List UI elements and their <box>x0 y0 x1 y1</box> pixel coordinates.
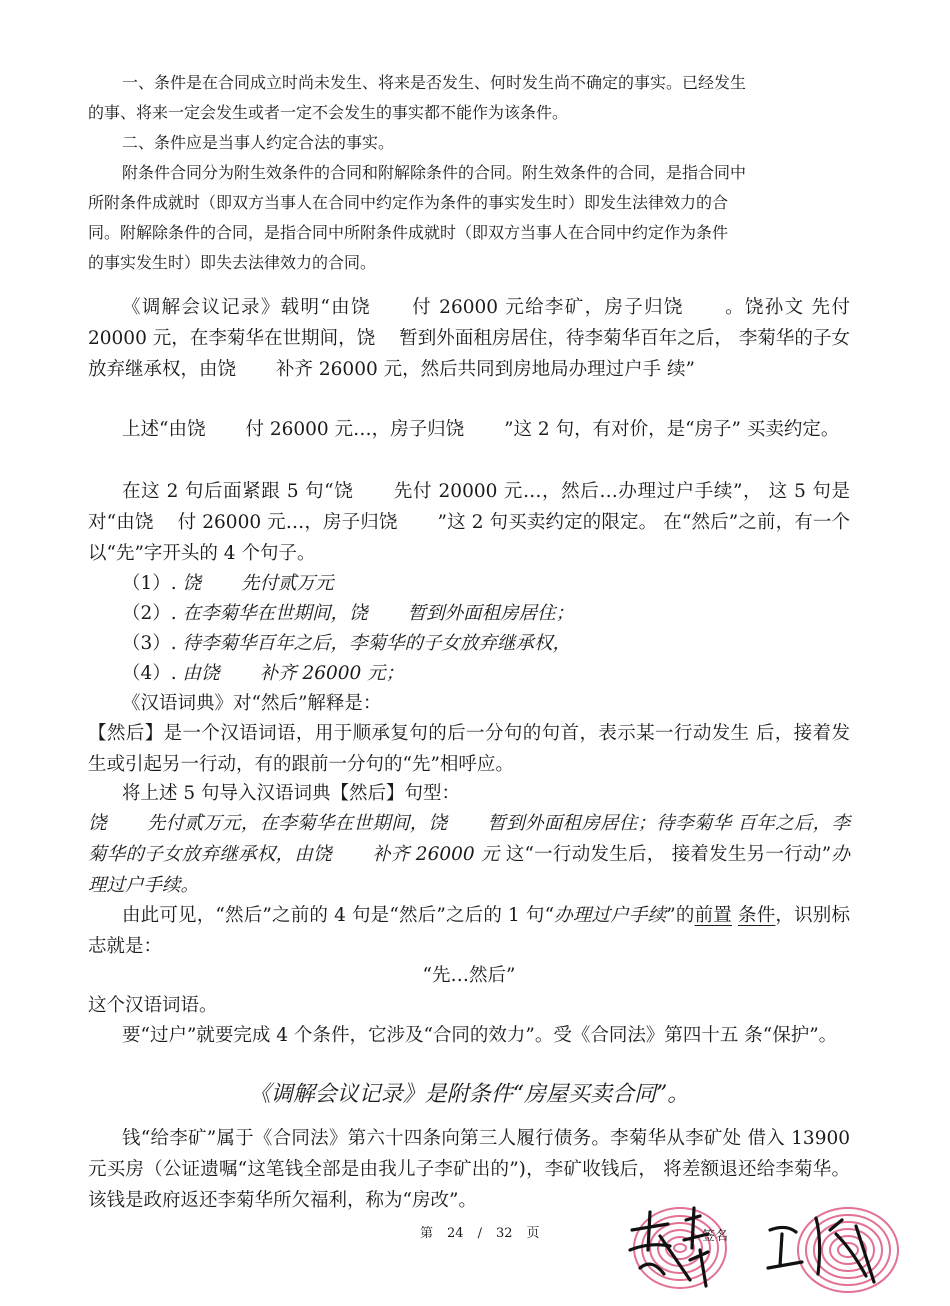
text-fragment: 补齐 26000 元，然后共同到房地局办理过户手 <box>276 359 662 380</box>
list-item <box>88 658 884 689</box>
text-fragment: 《调解会议记录》载明“由饶 <box>122 297 371 318</box>
paragraph-conditional-contract-2 <box>88 188 850 218</box>
text-fragment: 暂到外面租房居住；待李菊华 <box>487 813 732 834</box>
text-fragment: 在这 2 句后面紧跟 5 句“饶 <box>122 481 354 502</box>
text-fragment: 付 26000 元…，房子归饶 <box>245 419 465 440</box>
list-item <box>88 568 884 599</box>
paragraph-conditional-contract-3 <box>88 218 850 248</box>
text-fragment: ”这 2 句买卖约定的限定。 <box>437 512 658 533</box>
text-line: 《汉语词典》对“然后”解释是： <box>122 693 382 714</box>
text-fragment: 补齐 26000 元 <box>371 844 500 865</box>
text-fragment: 先付贰万元 <box>241 573 334 594</box>
total-page-number: 32 <box>495 1226 513 1241</box>
paragraph-conclusion <box>88 900 850 962</box>
paragraph-term <box>88 990 850 1021</box>
paragraph-conditional-contract <box>88 158 850 188</box>
text-fragment: 上述“由饶 <box>122 419 206 440</box>
text-fragment: 借入 13900 元买房（公证遗嘱“这笔钱全部是由我儿子李矿出的”)，李矿收钱后， <box>88 1128 851 1180</box>
paragraph-transfer <box>88 1020 850 1051</box>
page-footer <box>420 1225 554 1243</box>
current-page-number: 24 <box>447 1226 464 1241</box>
list-item <box>88 598 884 629</box>
text-fragment: 这“一行动发生后， <box>505 844 666 865</box>
paragraph-import <box>88 778 850 809</box>
text-fragment: ”这 2 句，有对价，是“房子” <box>504 419 741 440</box>
list-number: （4）. <box>122 663 177 684</box>
text-line: 这个汉语词语。 <box>88 995 218 1016</box>
text-fragment: 付 26000 元…，房子归饶 <box>177 512 398 533</box>
paragraph-definition <box>88 718 850 780</box>
centered-phrase <box>88 960 850 991</box>
signature-label: 签名 <box>702 1229 729 1244</box>
paragraph-five-sentences <box>88 476 850 569</box>
text-fragment: 办理过户手续 <box>554 905 667 926</box>
text-fragment: 在“然后”之前，有一个以“先”字开头的 4 个句子。 <box>88 512 850 564</box>
text-fragment: 百年之后，李菊华的子女放弃继承权，由饶 <box>88 813 850 865</box>
text-fragment: 待李菊华百年之后，李菊华的子女放弃继承权， <box>182 633 572 654</box>
section-heading: 《调解会议记录》是附条件“房屋买卖合同”。 <box>248 1082 690 1107</box>
text-fragment: ”的 <box>666 905 695 926</box>
text-line: 同。附解除条件的合同，是指合同中所附条件成就时（即双方当事人在合同中约定作为条件 <box>88 223 729 242</box>
text-fragment: 补齐 26000 元； <box>259 663 405 684</box>
list-number: （2）. <box>122 603 177 624</box>
text-fragment: 条“保护”。 <box>744 1025 838 1046</box>
page-label-suffix: 页 <box>526 1226 540 1241</box>
paragraph-condition-1 <box>88 68 850 98</box>
text-line: 附条件合同分为附生效条件的合同和附解除条件的合同。附生效条件的合同，是指合同中 <box>122 163 747 182</box>
signature-area <box>590 1190 910 1300</box>
text-fragment: 由此可见，“然后”之前的 4 句是“然后”之后的 1 句“ <box>122 905 555 926</box>
text-fragment: 先付 20000 元，在李菊华在世期间，饶 <box>88 297 850 349</box>
text-fragment: 付 26000 元给李矿，房子归饶 <box>410 297 684 318</box>
paragraph-conditional-contract-4 <box>88 248 850 278</box>
text-fragment: 后，接着发生或引起另一行动，有的跟前一分句的“先”相呼应。 <box>88 723 850 775</box>
page-label-prefix: 第 <box>420 1226 434 1241</box>
text-fragment: 续” <box>667 359 695 380</box>
text-fragment: 在李菊华在世期间，饶 <box>182 603 368 624</box>
text-fragment: 暂到外面租房居住，待李菊华百年之后， <box>399 328 733 349</box>
text-line: 将上述 5 句导入汉语词典【然后】句型： <box>122 783 461 804</box>
text-line: 的事、将来一定会发生或者一定不会发生的事实都不能作为该条件。 <box>88 103 569 122</box>
list-number: （1）. <box>122 573 177 594</box>
text-fragment: 饶 <box>88 813 107 834</box>
list-item <box>88 628 884 659</box>
text-line: 所附条件成就时（即双方当事人在合同中约定作为条件的事实发生时）即发生法律效力的合 <box>88 193 729 212</box>
text-fragment: 【然后】是一个汉语词语，用于顺承复句的后一分句的句首，表示某一行动发生 <box>88 723 750 744</box>
paragraph-restated <box>88 808 850 901</box>
text-fragment: 买卖约定。 <box>746 419 840 440</box>
text-fragment: 接着发生另一行动” <box>671 844 832 865</box>
text-fragment: 这 5 句是对“由饶 <box>88 481 850 533</box>
text-fragment: 要“过户”就要完成 4 个条件，它涉及“合同的效力”。受《合同法》第四十五 <box>122 1025 739 1046</box>
text-fragment: 暂到外面租房居住； <box>407 603 575 624</box>
text-fragment: 由饶 <box>182 663 220 684</box>
paragraph-mediation-record <box>88 292 850 385</box>
paragraph-dictionary <box>88 688 850 719</box>
underlined-term: 前置 <box>694 905 732 926</box>
list-number: （3）. <box>122 633 177 654</box>
text-line: “先…然后” <box>422 965 516 986</box>
text-fragment: 办理过户手续。 <box>88 844 850 896</box>
text-fragment: 先付 20000 元…，然后…办理过户手续”， <box>393 481 763 502</box>
text-fragment: 李菊华的子女放弃继承权，由饶 <box>88 328 850 380</box>
text-line: 一、条件是在合同成立时尚未发生、将来是否发生、何时发生尚不确定的事实。已经发生 <box>122 73 747 92</box>
text-fragment: ，识别标志就是： <box>88 905 850 957</box>
underlined-term: 条件 <box>738 905 776 926</box>
text-fragment: 将差额退还给李菊华。该钱是政府返还李菊华所欠福利，称为“房改”。 <box>88 1159 850 1211</box>
text-fragment: 钱“给李矿”属于《合同法》第六十四条向第三人履行债务。李菊华从李矿处 <box>122 1128 742 1149</box>
text-line: 二、条件应是当事人约定合法的事实。 <box>122 133 395 152</box>
paragraph-condition-1-cont <box>88 98 850 128</box>
paragraph-condition-2 <box>88 128 850 158</box>
text-line: 的事实发生时）即失去法律效力的合同。 <box>88 253 377 272</box>
text-fragment: 。饶孙文 <box>723 297 805 318</box>
text-fragment: 饶 <box>182 573 202 594</box>
paragraph-sale-agreement <box>88 414 850 445</box>
text-fragment: 先付贰万元，在李菊华在世期间，饶 <box>146 813 448 834</box>
page-separator: / <box>477 1226 482 1241</box>
fingerprint-signature-image <box>590 1190 910 1300</box>
